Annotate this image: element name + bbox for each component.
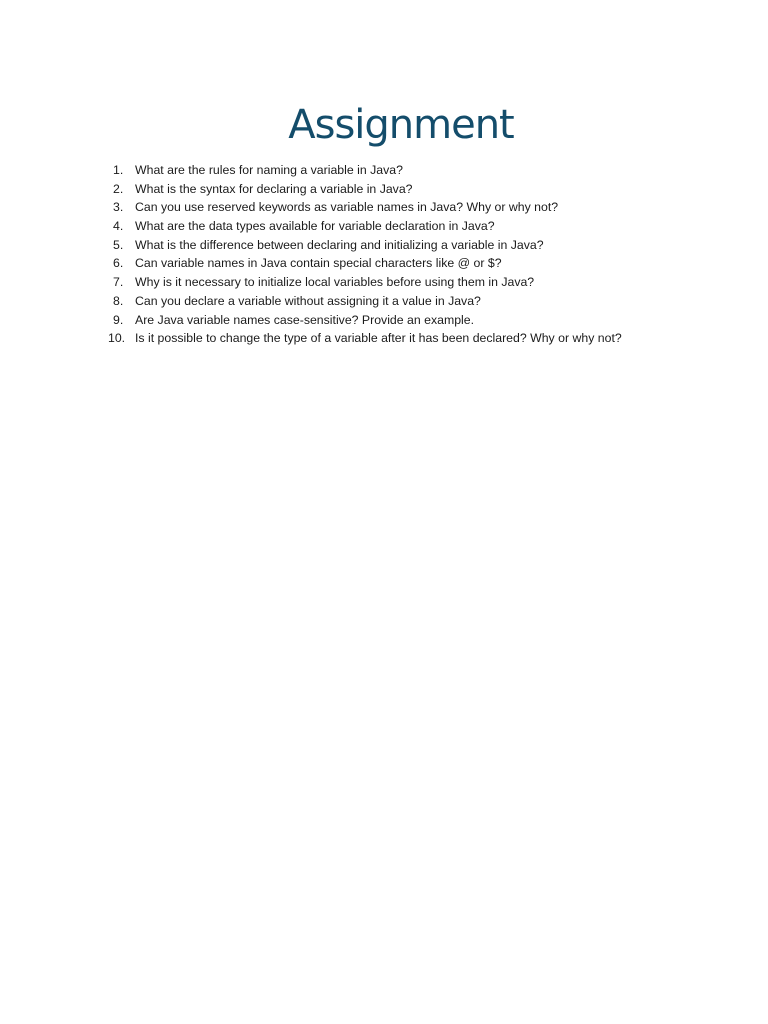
list-item (108, 273, 728, 292)
list-item-text: What are the data types available for variable declaration in Java? (135, 219, 495, 234)
list-item-text: Why is it necessary to initialize local variables before using them in Java? (135, 275, 535, 290)
list-item (108, 329, 728, 348)
list-item-number: 10. (108, 331, 126, 346)
list-item-text: Can you declare a variable without assigning it a value in Java? (135, 293, 481, 308)
list-item-text: Is it possible to change the type of a variable after it has been declared? Why or why not? (135, 331, 622, 346)
list-item (108, 311, 728, 330)
list-item-text: Can you use reserved keywords as variable names in Java? Why or why not? (135, 200, 559, 215)
list-item-number: 1. (113, 163, 124, 177)
list-item (108, 180, 728, 199)
list-item (108, 161, 728, 180)
page-title: Assignment (288, 102, 514, 148)
list-item (108, 236, 728, 255)
list-item-number: 4. (113, 219, 124, 234)
list-item-number: 6. (113, 256, 124, 271)
list-item-text: What is the difference between declaring and initializing a variable in Java? (135, 237, 544, 252)
list-item-text: What is the syntax for declaring a variable in Java? (135, 181, 413, 196)
list-item-number: 2. (113, 181, 124, 196)
list-item-text: Are Java variable names case-sensitive? Provide an example. (135, 312, 475, 327)
list-item (108, 217, 728, 236)
list-item (108, 254, 728, 273)
list-item-text: Can variable names in Java contain special characters like @ or $? (135, 256, 502, 271)
list-item-number: 5. (113, 237, 124, 252)
list-item-number: 7. (113, 275, 124, 290)
list-item-number: 8. (113, 293, 124, 308)
list-item-number: 9. (113, 312, 124, 327)
list-item-number: 3. (113, 200, 124, 215)
list-item (108, 198, 728, 217)
list-item (108, 292, 728, 311)
question-list (108, 161, 728, 348)
list-item-text: What are the rules for naming a variable in Java? (135, 163, 403, 177)
